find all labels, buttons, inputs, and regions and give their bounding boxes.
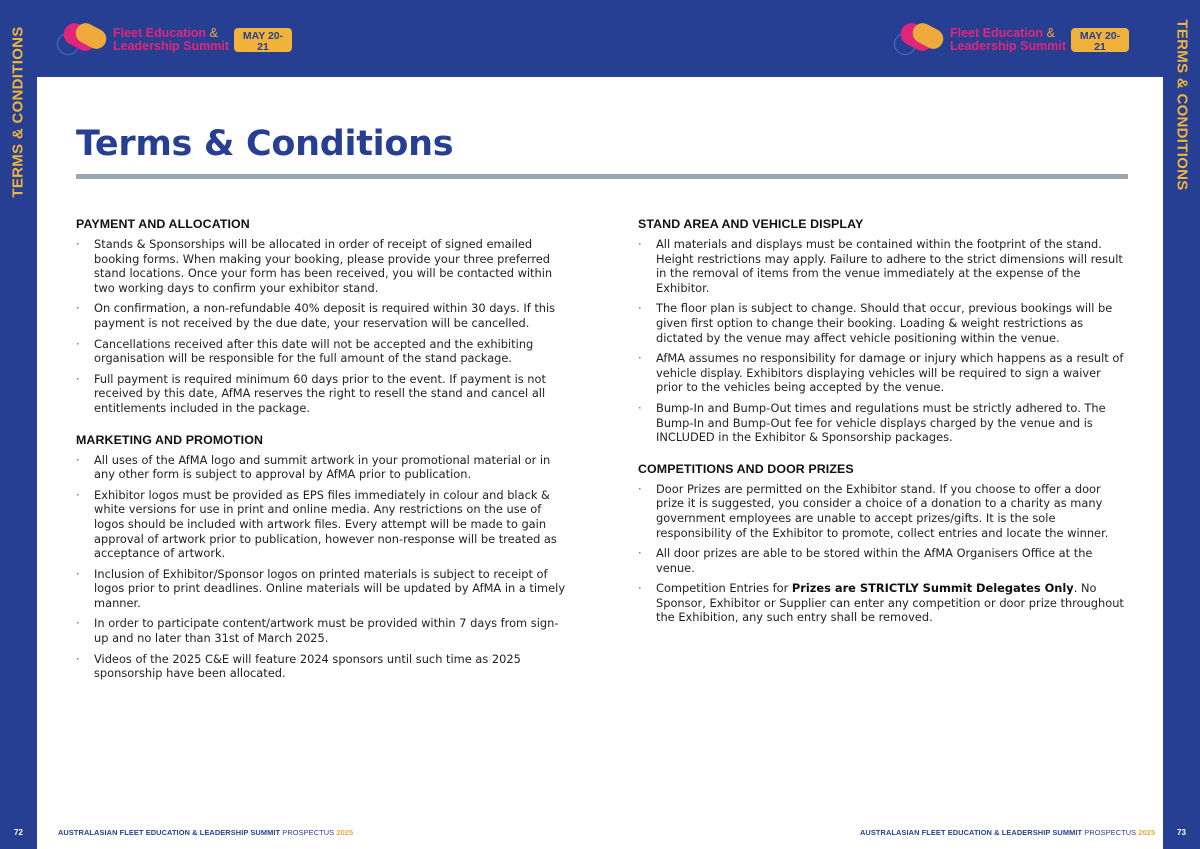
summit-logo-right	[894, 20, 1129, 60]
summit-logo-mark-icon	[894, 23, 946, 57]
list-item: · Full payment is required minimum 60 days prior to the event. If payment is not received by this date, AfMA reserves the right to resell the stand and cancel all entitlements included in the package.	[76, 372, 568, 416]
left-side-band	[0, 0, 37, 849]
list-item: · Inclusion of Exhibitor/Sponsor logos on printed materials is subject to receipt of logos prior to print deadlines. Online materials will be updated by AfMA in a timely manner.	[76, 567, 568, 611]
side-label-left: TERMS & CONDITIONS	[9, 26, 27, 198]
list-item: · All door prizes are able to be stored within the AfMA Organisers Office at the venue.	[638, 546, 1130, 575]
list-item: · All materials and displays must be contained within the footprint of the stand. Height restrictions may apply. Failure to adhere to the strict dimensions will result in the removal of items from the venue immediately at the expense of the Exhibitor.	[638, 237, 1130, 295]
list-item: · Exhibitor logos must be provided as EPS files immediately in colour and black & white versions for use in print and online media. Any restrictions on the use of logos should be included with artwork files. Every attempt will be made to gain approval of artwork prior to publication, however non-response will be treated as acceptance of artwork.	[76, 488, 568, 561]
footer-right: AUSTRALASIAN FLEET EDUCATION & LEADERSHIP SUMMIT PROSPECTUS 2025	[860, 828, 1156, 837]
list-item: · The floor plan is subject to change. Should that occur, previous bookings will be given first option to change their booking. Loading & weight restrictions as dictated by the venue may affect vehicle positioning within the venue.	[638, 301, 1130, 345]
list-item: · Cancellations received after this date will not be accepted and the exhibiting organisation will be responsible for the full amount of the stand package.	[76, 337, 568, 366]
page-title: Terms & Conditions	[76, 124, 454, 164]
summit-date-badge: MAY 20-21 ROSEHILL GARDENS	[234, 28, 292, 52]
emphasis-text: Prizes are STRICTLY Summit Delegates Only	[791, 581, 1074, 596]
summit-logo-text: Fleet Education & Leadership Summit	[950, 26, 1066, 53]
section-heading: COMPETITIONS AND DOOR PRIZES	[638, 461, 854, 476]
section-stand-area-vehicle	[638, 217, 1130, 445]
summit-logo-left	[57, 20, 292, 60]
footer-left: AUSTRALASIAN FLEET EDUCATION & LEADERSHIP SUMMIT PROSPECTUS 2025	[58, 828, 354, 837]
summit-logo-text: Fleet Education & Leadership Summit	[113, 26, 229, 53]
right-side-band	[1163, 0, 1200, 849]
list-item: · Stands & Sponsorships will be allocated in order of receipt of signed emailed booking forms. When making your booking, please provide your three preferred stand locations. Once your form has been received, you will be contacted within two working days to confirm your exhibitor stand.	[76, 237, 568, 295]
list-item: · All uses of the AfMA logo and summit artwork in your promotional material or in any other form is subject to approval by AfMA prior to publication.	[76, 453, 568, 482]
section-competitions-door-prizes	[638, 462, 1130, 625]
list-item: · AfMA assumes no responsibility for damage or injury which happens as a result of vehicle display. Exhibitors displaying vehicles will be required to sign a waiver prior to the vehicles being accepted by the venue.	[638, 351, 1130, 395]
summit-logo-mark-icon	[57, 23, 109, 57]
list-item: · Door Prizes are permitted on the Exhibitor stand. If you choose to offer a door prize it is suggested, you consider a choice of a donation to a charity as many government employees are unable to accept prizes/gifts. It is the sole responsibility of the Exhibitor to promote, collect entries and locate the winner.	[638, 482, 1130, 540]
section-heading: MARKETING AND PROMOTION	[76, 432, 264, 447]
section-payment-allocation	[76, 217, 568, 416]
right-column	[638, 217, 1130, 642]
section-heading: STAND AREA AND VEHICLE DISPLAY	[638, 217, 864, 231]
list-item: · In order to participate content/artwork must be provided within 7 days from sign-up and no later than 31st of March 2025.	[76, 616, 568, 645]
summit-date-badge: MAY 20-21 ROSEHILL GARDENS	[1071, 28, 1129, 52]
left-column	[76, 217, 568, 698]
section-marketing-promotion	[76, 433, 568, 681]
list-item: · Bump-In and Bump-Out times and regulations must be strictly adhered to. The Bump-In and Bump-Out fee for vehicle displays charged by the venue and is INCLUDED in the Exhibitor & Sponsorship packages.	[638, 401, 1130, 445]
title-divider	[76, 174, 1128, 179]
page-number-left: 72	[14, 828, 23, 837]
side-label-right: TERMS & CONDITIONS	[1173, 19, 1191, 191]
list-item: · Competition Entries for Prizes are STRICTLY Summit Delegates Only. No Sponsor, Exhibitor or Supplier can enter any competition or door prize throughout the Exhibition, any such entry shall be removed.	[638, 581, 1130, 625]
list-item: · Videos of the 2025 C&E will feature 2024 sponsors until such time as 2025 sponsorship have been allocated.	[76, 652, 568, 681]
page-number-right: 73	[1177, 828, 1186, 837]
list-item: · On confirmation, a non-refundable 40% deposit is required within 30 days. If this payment is not received by the due date, your reservation will be cancelled.	[76, 301, 568, 330]
section-heading: PAYMENT AND ALLOCATION	[76, 217, 250, 231]
